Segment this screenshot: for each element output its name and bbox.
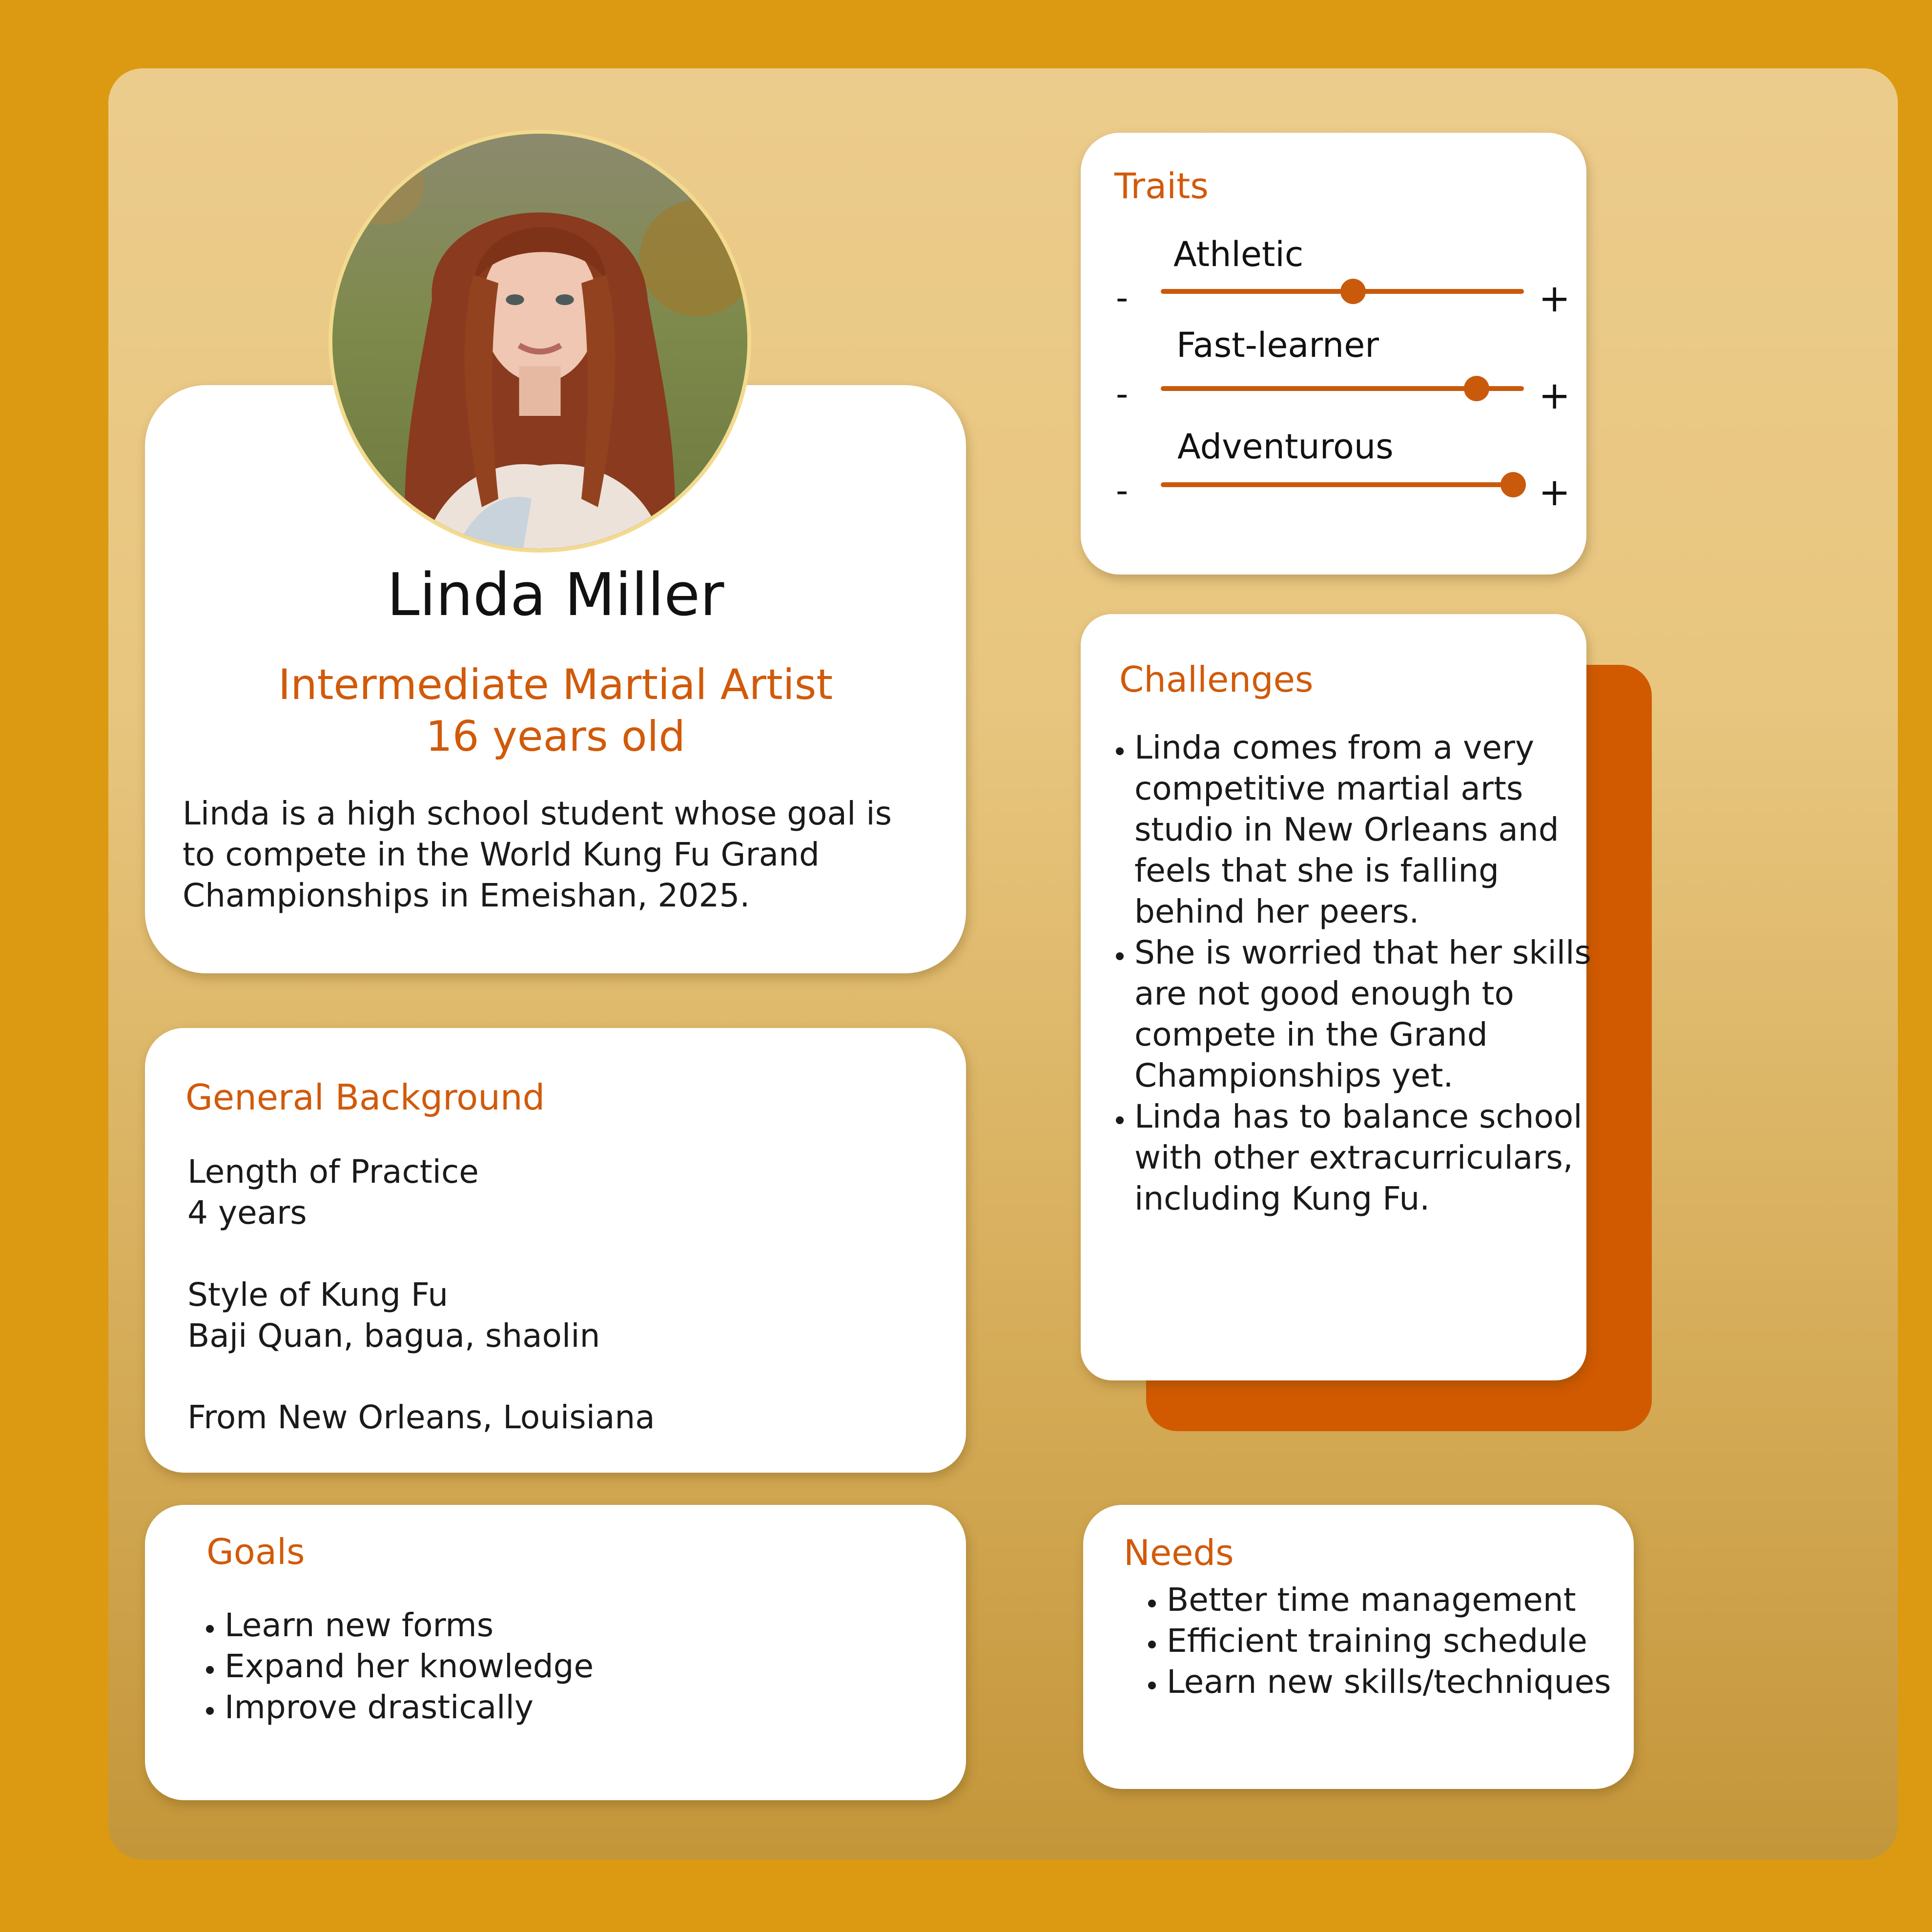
need-item: • Learn new skills/techniques [1167, 1662, 1611, 1703]
goal-item: • Improve drastically [225, 1687, 594, 1728]
trait-slider-handle-adventurous[interactable] [1500, 472, 1526, 497]
needs-heading: Needs [1124, 1532, 1234, 1573]
practice-length-value: 4 years [187, 1194, 307, 1232]
origin-text: From New Orleans, Louisiana [187, 1398, 655, 1436]
trait-slider-track-adventurous[interactable] [1161, 482, 1524, 487]
trait-plus-adventurous: + [1539, 471, 1571, 514]
challenge-item: • Linda comes from a very competitive martial arts studio in New Orleans and feels that she is falling behind her peers. [1134, 727, 1593, 932]
kung-fu-style-label: Style of Kung Fu [187, 1276, 449, 1314]
need-item: • Better time management [1167, 1580, 1611, 1621]
trait-plus-fast-learner: + [1539, 374, 1571, 418]
person-bio: Linda is a high school student whose goal is to compete in the World Kung Fu Grand Championships in Emeishan, 2025. [183, 795, 892, 914]
kung-fu-style-value: Baji Quan, bagua, shaolin [187, 1317, 600, 1355]
challenge-item: • Linda has to balance school with other extracurriculars, including Kung Fu. [1134, 1096, 1593, 1219]
trait-label-athletic: Athletic [1173, 234, 1304, 274]
trait-plus-athletic: + [1539, 277, 1571, 321]
need-item: • Efficient training schedule [1167, 1621, 1611, 1662]
practice-length-label: Length of Practice [187, 1153, 479, 1191]
trait-label-adventurous: Adventurous [1177, 427, 1394, 467]
trait-minus-adventurous: - [1116, 471, 1129, 511]
goal-item: • Expand her knowledge [225, 1646, 594, 1687]
challenges-list [1103, 727, 1593, 1219]
trait-slider-handle-athletic[interactable] [1340, 279, 1366, 304]
goals-heading: Goals [206, 1531, 305, 1572]
traits-heading: Traits [1114, 165, 1209, 206]
person-age: 16 years old [426, 712, 685, 761]
goal-item: • Learn new forms [225, 1605, 594, 1646]
trait-label-fast-learner: Fast-learner [1176, 325, 1379, 365]
goals-list [190, 1605, 594, 1728]
challenges-heading: Challenges [1119, 659, 1314, 700]
avatar [329, 130, 751, 553]
trait-slider-handle-fast-learner[interactable] [1464, 376, 1489, 401]
challenge-item: • She is worried that her skills are not good enough to compete in the Grand Championships yet. [1134, 932, 1593, 1096]
person-role-and-age [145, 659, 966, 762]
general-background-heading: General Background [185, 1077, 545, 1118]
needs-list [1134, 1580, 1611, 1703]
person-name: Linda Miller [387, 561, 724, 629]
trait-minus-fast-learner: - [1116, 374, 1129, 414]
person-role: Intermediate Martial Artist [278, 660, 833, 709]
trait-minus-athletic: - [1116, 278, 1129, 318]
